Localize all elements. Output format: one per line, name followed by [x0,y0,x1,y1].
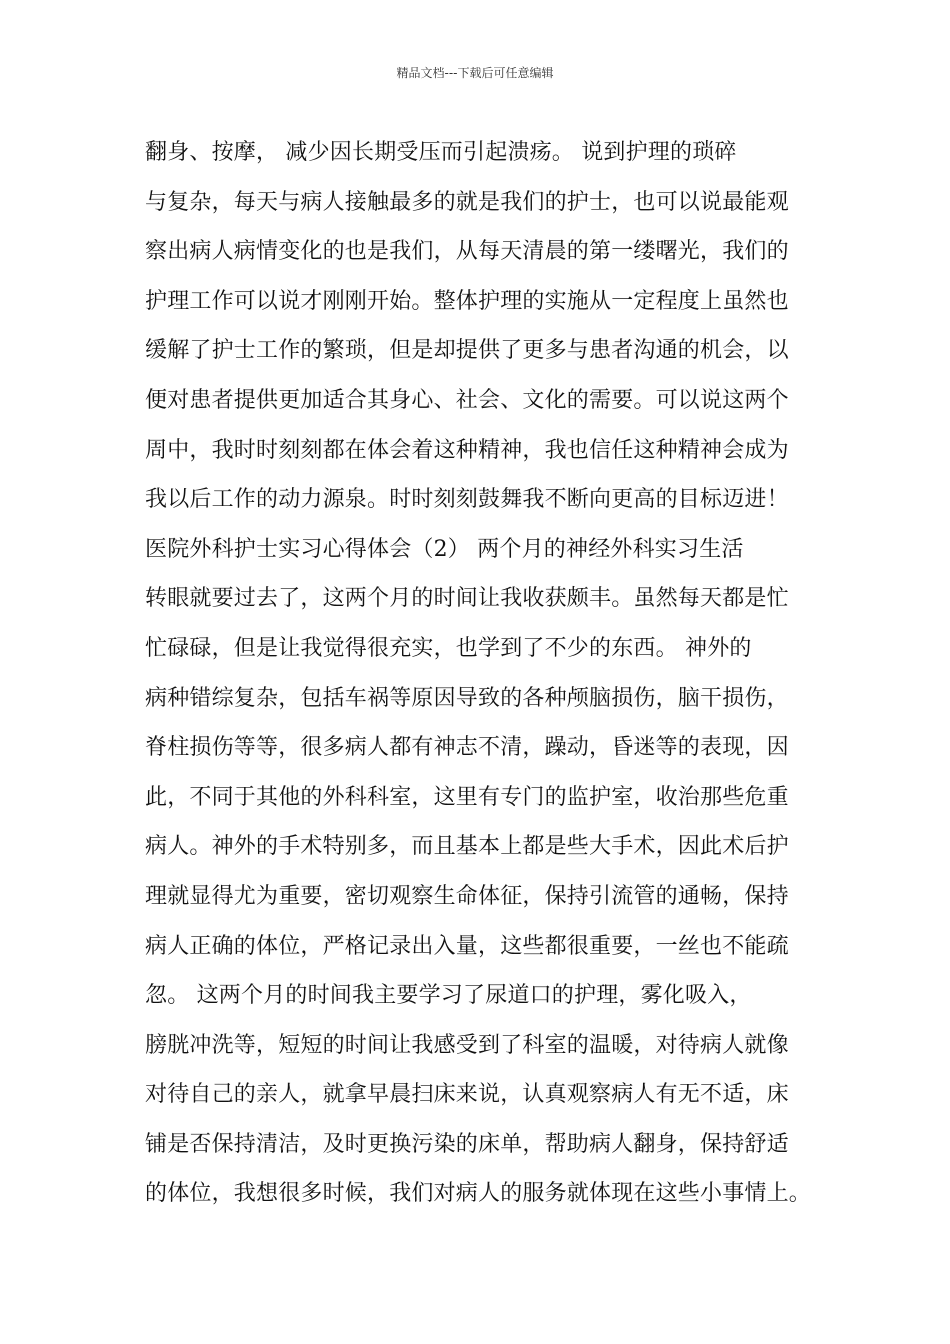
text-line: 对待自己的亲人，就拿早晨扫床来说，认真观察病人有无不适，床 [145,1082,789,1108]
text-line: 忙碌碌，但是让我觉得很充实，也学到了不少的东西。 神外的 [145,635,752,661]
text-line: 便对患者提供更加适合其身心、社会、文化的需要。可以说这两个 [145,387,789,413]
text-line: 护理工作可以说才刚刚开始。整体护理的实施从一定程度上虽然也 [145,288,789,314]
text-line: 的体位，我想很多时候，我们对病人的服务就体现在这些小事情上。 [145,1181,812,1207]
text-line: 病人正确的体位，严格记录出入量，这些都很重要，一丝也不能疏 [145,933,789,959]
text-line: 转眼就要过去了，这两个月的时间让我收获颇丰。虽然每天都是忙 [145,586,789,612]
text-line: 周中，我时时刻刻都在体会着这种精神，我也信任这种精神会成为 [145,437,789,463]
text-line: 与复杂，每天与病人接触最多的就是我们的护士，也可以说最能观 [145,189,789,215]
text-line: 缓解了护士工作的繁琐，但是却提供了更多与患者沟通的机会，以 [145,338,789,364]
text-line: 我以后工作的动力源泉。时时刻刻鼓舞我不断向更高的目标迈进！ [145,487,789,513]
text-line: 膀胱冲洗等，短短的时间让我感受到了科室的温暖，对待病人就像 [145,1032,789,1058]
text-line: 脊柱损伤等等，很多病人都有神志不清，躁动，昏迷等的表现，因 [145,735,789,761]
text-line: 此，不同于其他的外科科室，这里有专门的监护室，收治那些危重 [145,784,789,810]
text-line: 忽。 这两个月的时间我主要学习了尿道口的护理，雾化吸入， [145,983,752,1009]
text-line: 病种错综复杂，包括车祸等原因导致的各种颅脑损伤，脑干损伤， [145,685,789,711]
document-body [145,128,845,1219]
text-line: 翻身、按摩， 减少因长期受压而引起溃疡。 说到护理的琐碎 [145,140,737,165]
text-line: 理就显得尤为重要，密切观察生命体征，保持引流管的通畅，保持 [145,883,789,909]
text-line: 病人。神外的手术特别多，而且基本上都是些大手术，因此术后护 [145,834,789,860]
text-line: 铺是否保持清洁，及时更换污染的床单，帮助病人翻身，保持舒适 [145,1131,789,1157]
text-line: 医院外科护士实习心得体会（2） 两个月的神经外科实习生活 [145,536,744,562]
text-line: 察出病人病情变化的也是我们，从每天清晨的第一缕曙光，我们的 [145,239,789,265]
page-header: 精品文档---下载后可任意编辑 [396,66,554,80]
